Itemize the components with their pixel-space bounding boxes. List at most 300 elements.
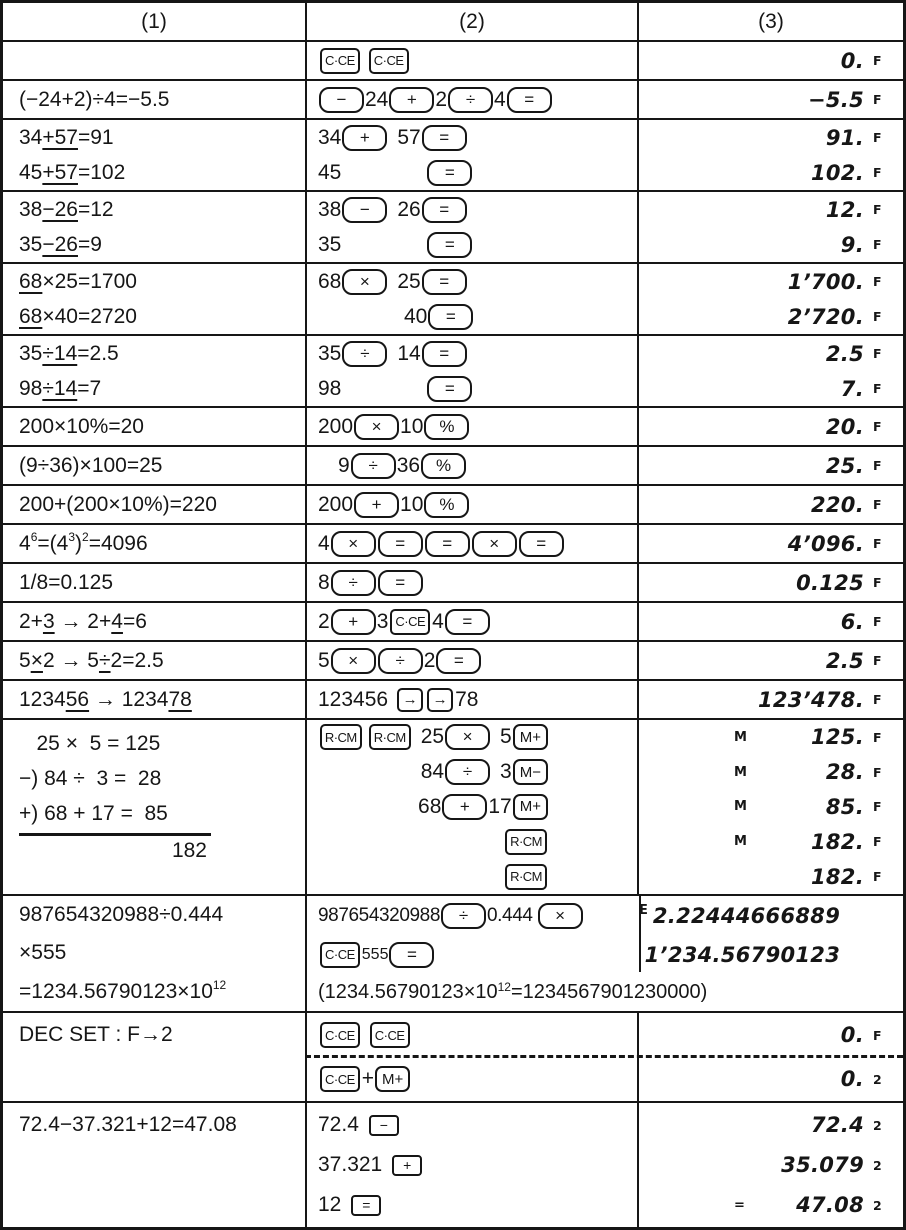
display-result	[639, 408, 903, 445]
key-m-plus-icon: M+	[513, 794, 548, 820]
example-expression: =1234.56790123×10 12	[19, 977, 227, 1003]
key-sequence	[307, 371, 637, 406]
memory-total-value: 182	[171, 839, 207, 862]
key-sequence	[307, 120, 637, 155]
example-expression	[19, 1013, 305, 1057]
example-expression	[19, 42, 305, 79]
table-row	[307, 903, 906, 929]
display-result	[639, 755, 903, 790]
key-equals-icon: =	[422, 341, 467, 367]
display-number: 9.	[840, 232, 864, 257]
float-mode-indicator: F	[873, 834, 882, 850]
float-mode-indicator: F	[873, 536, 882, 551]
float-mode-indicator: F	[873, 799, 882, 815]
key-divide-icon: ÷	[378, 648, 423, 674]
example-cell	[3, 81, 305, 118]
underlined-text: ×	[30, 648, 43, 672]
text-segment: 200+(200×10%)=220	[19, 492, 217, 516]
key-plus-icon: +	[392, 1155, 422, 1176]
float-mode-indicator: F	[873, 237, 882, 252]
example-cell	[3, 408, 305, 445]
display-cell	[637, 681, 903, 718]
underlined-text: 4	[111, 609, 123, 633]
key-divide-icon: ÷	[331, 570, 376, 596]
example-cell	[3, 525, 305, 562]
key-sequence	[307, 81, 637, 118]
key-m-plus-icon: M+	[375, 1066, 410, 1092]
display-number: 72.4	[810, 1113, 864, 1137]
operation-cell	[305, 564, 637, 601]
display-number: 182.	[810, 829, 864, 854]
text-segment: (1234.56790123×10	[318, 981, 498, 1004]
display-result	[639, 1105, 903, 1145]
example-expression	[19, 447, 305, 484]
percent-addon-example	[3, 484, 903, 523]
key-divide-icon: ÷	[351, 453, 396, 479]
display-number: 47.08	[796, 1193, 864, 1217]
example-cell	[3, 192, 305, 262]
key-sequence	[307, 790, 637, 825]
example-cell	[3, 564, 305, 601]
display-result	[639, 371, 903, 406]
entry-correction-example	[3, 601, 903, 640]
text-segment: ×25=1700	[42, 269, 137, 293]
operation-cell	[305, 603, 637, 640]
key-equals-icon: =	[436, 648, 481, 674]
key-sequence-text: 37.321	[318, 1153, 383, 1176]
key-sequence	[307, 859, 637, 894]
example-expression	[19, 227, 305, 262]
display-result	[639, 681, 903, 718]
display-number: 220.	[810, 492, 864, 517]
key-sequence-text: 57	[397, 125, 421, 149]
underlined-text: 68	[19, 269, 43, 293]
example-cell	[3, 603, 305, 640]
display-cell	[637, 603, 903, 640]
float-mode-indicator: F	[873, 309, 882, 324]
example-cell	[3, 486, 305, 523]
display-result	[639, 1057, 903, 1101]
example-expression	[19, 642, 305, 679]
display-result	[639, 642, 903, 679]
key-percent-icon: %	[424, 414, 469, 440]
text-segment: =1234.56790123×10	[19, 979, 213, 1003]
display-number: 7.	[840, 376, 864, 401]
example-expression	[19, 299, 305, 334]
key-equals-icon: =	[427, 232, 472, 258]
operation-cell	[305, 408, 637, 445]
operation-cell	[305, 720, 637, 894]
text-segment: 38	[19, 197, 43, 221]
key-sequence-text: 38	[318, 197, 342, 221]
float-mode-indicator: F	[873, 381, 882, 396]
key-sequence-text: 35	[318, 232, 342, 256]
text-segment: =7	[77, 376, 102, 400]
key-sequence-text: 98	[318, 376, 342, 400]
key-sequence-text: 78	[455, 687, 479, 711]
float-mode-indicator: F	[873, 165, 882, 180]
key-sequence-text: 9	[338, 453, 350, 477]
key-sequence	[307, 903, 639, 929]
key-equals-icon: =	[378, 570, 423, 596]
text-segment: (−24+2)÷4=−5.5	[19, 87, 170, 111]
display-result-area	[639, 903, 906, 929]
underlined-text: 68	[19, 304, 43, 328]
key-sequence	[307, 720, 637, 755]
key-sequence-text: +	[361, 1067, 375, 1090]
decimal-setting-example	[3, 1011, 903, 1101]
key-equals-icon: =	[351, 1195, 381, 1216]
fixed-decimal-example	[3, 1101, 903, 1227]
key-equals-icon: =	[427, 160, 472, 186]
key-sequence-text: 35	[318, 341, 342, 365]
key-r-cm-icon: R·CM	[505, 864, 547, 890]
example-expression	[19, 934, 305, 972]
key-multiply-icon: ×	[354, 414, 399, 440]
display-result	[639, 603, 903, 640]
key-sequence-text: 200	[318, 492, 354, 516]
key-sequence-text: 68	[318, 269, 342, 293]
example-expression	[19, 486, 305, 523]
display-number: 91.	[825, 125, 864, 150]
text-segment: =102	[77, 160, 126, 184]
example-cell	[3, 336, 305, 406]
display-cell	[637, 525, 903, 562]
key-sequence-text: 5	[500, 725, 512, 749]
underlined-text: ÷	[98, 648, 111, 672]
example-expression	[19, 192, 305, 227]
key-equals-icon: =	[422, 269, 467, 295]
key-equals-icon: =	[422, 125, 467, 151]
text-segment: → 2+	[54, 609, 112, 633]
display-result	[639, 336, 903, 371]
float-mode-indicator: F	[873, 497, 882, 512]
operation-cell	[305, 336, 637, 406]
display-number: 2.22444666889	[652, 903, 841, 928]
decimal-mode-indicator: 2	[873, 1197, 882, 1213]
key-sequence	[307, 486, 637, 523]
decimal-mode-indicator: 2	[873, 1071, 882, 1087]
key-multiply-icon: ×	[472, 531, 517, 557]
overflow-example	[3, 894, 903, 1011]
superscript-text: 12	[497, 980, 511, 995]
float-mode-indicator: F	[873, 202, 882, 217]
key-c-ce-icon: C·CE	[320, 1022, 360, 1048]
text-segment: 987654320988÷0.444	[19, 903, 224, 927]
key-sequence	[307, 1105, 637, 1145]
key-sequence	[307, 525, 637, 562]
example-expression	[19, 681, 305, 718]
key-sequence-text: 123456	[318, 687, 389, 711]
key-m-plus-icon: M+	[513, 724, 548, 750]
key-sequence-text: 36	[396, 453, 421, 477]
memory-indicator: M	[734, 834, 747, 850]
underlined-text: +57	[42, 160, 78, 184]
display-number: 1’234.56790123	[644, 942, 841, 967]
display-result	[639, 227, 903, 262]
display-cell	[637, 1103, 903, 1227]
memory-sum-line-text: 25 × 5 = 125	[19, 731, 161, 755]
key-r-cm-icon: R·CM	[320, 724, 362, 750]
addition-constant-example	[3, 118, 903, 190]
example-expression	[19, 371, 305, 406]
key-sequence-text: 555	[361, 945, 389, 963]
memory-sum-line-text: +) 68 + 17 = 85	[19, 801, 168, 825]
key-sequence-text: 0.444	[487, 904, 533, 926]
operation-cell	[305, 42, 637, 79]
text-segment: 35	[19, 232, 43, 256]
key-multiply-icon: ×	[342, 269, 387, 295]
float-mode-indicator: F	[873, 575, 882, 590]
operation-cell	[305, 642, 637, 679]
key-sequence-text: 8	[318, 570, 330, 594]
display-result	[639, 525, 903, 562]
text-segment: ×40=2720	[42, 304, 137, 328]
display-cell	[637, 720, 903, 894]
key-sequence	[307, 227, 637, 262]
display-number: 0.125	[796, 570, 864, 595]
text-segment: 34	[19, 125, 43, 149]
key-sequence	[307, 155, 637, 190]
example-expression	[19, 81, 305, 118]
display-result	[639, 720, 903, 755]
example-expression: 4 6 =(4 3 ) 2 =4096	[19, 529, 148, 555]
key-sequence-text: 4	[494, 87, 506, 111]
display-number: 85.	[825, 794, 864, 819]
display-cell	[637, 81, 903, 118]
example-cell	[3, 681, 305, 718]
key-sequence-text: 40	[404, 304, 428, 328]
key-multiply-icon: ×	[331, 531, 376, 557]
display-cell	[637, 42, 903, 79]
key-plus-icon: +	[331, 609, 376, 635]
key-sequence	[307, 42, 637, 79]
float-mode-indicator: F	[873, 419, 882, 434]
key-sequence-text: 5	[318, 648, 330, 672]
text-segment: 98	[19, 376, 43, 400]
float-mode-indicator: F	[873, 274, 882, 289]
example-cell	[3, 264, 305, 334]
operation-cell	[305, 681, 637, 718]
key-sequence-text: 3	[376, 609, 389, 633]
display-number: 4’096.	[787, 531, 864, 556]
memory-indicator: M	[734, 729, 747, 745]
key-sequence-text: 24	[365, 87, 389, 111]
reciprocal-example	[3, 562, 903, 601]
key-sequence-text: 4	[318, 531, 330, 555]
text-segment: =(4	[37, 531, 69, 555]
key-divide-icon: ÷	[441, 903, 486, 929]
text-segment: 72.4−37.321+12=47.08	[19, 1113, 237, 1136]
key-c-ce-icon: C·CE	[320, 942, 360, 968]
float-mode-indicator: F	[873, 92, 882, 107]
display-number: 125.	[810, 725, 864, 750]
float-mode-indicator: F	[873, 729, 882, 745]
float-mode-indicator: F	[873, 346, 882, 361]
underlined-text: ÷14	[42, 341, 78, 365]
text-segment: =91	[77, 125, 114, 149]
key-sequence-text: 12	[318, 1193, 342, 1216]
display-number: 123’478.	[757, 687, 864, 712]
text-segment: 2=2.5	[110, 648, 164, 672]
example-expression	[19, 896, 305, 934]
operation-cell	[305, 264, 637, 334]
display-number: 1’700.	[787, 269, 864, 294]
underlined-text: 78	[168, 687, 192, 711]
key-equals-icon: =	[427, 376, 472, 402]
display-result	[639, 486, 903, 523]
operation-display-area	[305, 896, 906, 1011]
display-result	[639, 299, 903, 334]
underlined-text: −26	[42, 232, 78, 256]
example-expression	[19, 564, 305, 601]
display-number: 25.	[825, 453, 864, 478]
text-segment: =1234567901230000)	[510, 981, 708, 1004]
conversion-note	[307, 981, 906, 1004]
key-sequence	[307, 564, 637, 601]
key-divide-icon: ÷	[445, 759, 490, 785]
key-m-minus-icon: M−	[513, 759, 548, 785]
display-result	[639, 1145, 903, 1185]
key-sequence	[307, 408, 637, 445]
example-cell	[3, 1013, 305, 1101]
text-segment: 45	[19, 160, 43, 184]
percent-multiply-example	[3, 406, 903, 445]
example-cell	[3, 447, 305, 484]
text-segment: =2.5	[77, 341, 119, 365]
key-sequence-text: 25	[397, 269, 421, 293]
clear-example	[3, 40, 903, 79]
float-mode-indicator: F	[873, 458, 882, 473]
key-c-ce-icon: C·CE	[390, 609, 430, 635]
decimal-mode-indicator: 2	[873, 1157, 882, 1173]
display-result	[645, 943, 869, 967]
key-minus-icon: −	[369, 1115, 399, 1136]
key-equals-icon: =	[425, 531, 470, 557]
conversion-note-text	[318, 981, 707, 1004]
display-number: 2.5	[825, 341, 864, 366]
key-divide-icon: ÷	[342, 341, 387, 367]
key-multiply-icon: ×	[331, 648, 376, 674]
example-expression	[19, 155, 305, 190]
percent-ratio-example	[3, 445, 903, 484]
display-cell	[637, 192, 903, 262]
display-result	[639, 1185, 903, 1225]
key-sequence-text: 10	[400, 492, 424, 516]
display-number: 0.	[840, 48, 864, 73]
key-equals-icon: =	[445, 609, 490, 635]
text-segment: → 1234	[89, 687, 169, 711]
display-cell	[637, 408, 903, 445]
memory-indicator: M	[734, 764, 747, 780]
memory-indicator: M	[734, 799, 747, 815]
float-mode-indicator: F	[873, 869, 882, 885]
example-cell	[3, 642, 305, 679]
display-result	[639, 824, 903, 859]
text-segment: 2+	[19, 609, 43, 633]
key-plus-icon: +	[354, 492, 399, 518]
display-result	[639, 1013, 903, 1057]
display-number: 2.5	[825, 648, 864, 673]
key-sequence	[307, 264, 637, 299]
key-sequence-text: 45	[318, 160, 342, 184]
key-sequence	[307, 1145, 637, 1185]
example-expression	[19, 120, 305, 155]
display-result	[639, 81, 903, 118]
key-right-arrow-icon: →	[427, 688, 453, 712]
column-header-label: (1)	[141, 9, 167, 33]
key-sequence-text: 25	[420, 725, 445, 749]
column-header-row	[3, 3, 903, 40]
key-sequence	[307, 192, 637, 227]
example-expression	[19, 603, 305, 640]
key-r-cm-icon: R·CM	[505, 829, 547, 855]
dashed-separator	[305, 1055, 903, 1058]
example-expression	[19, 336, 305, 371]
text-segment: )	[75, 531, 82, 555]
memory-total	[19, 836, 305, 866]
key-sequence	[307, 755, 637, 790]
key-sequence	[307, 336, 637, 371]
key-sequence-text: 68	[418, 794, 442, 818]
operator-correction-example	[3, 640, 903, 679]
key-sequence	[307, 1013, 637, 1057]
key-sequence	[307, 447, 637, 484]
text-segment: =4096	[88, 531, 148, 555]
key-sequence	[307, 1057, 637, 1101]
key-sequence-text: 14	[397, 341, 421, 365]
key-multiply-icon: ×	[538, 903, 583, 929]
display-result	[639, 790, 903, 825]
key-sequence-text: 987654320988	[318, 904, 441, 926]
memory-calculation-example	[3, 718, 903, 894]
display-result	[639, 264, 903, 299]
key-plus-icon: +	[342, 125, 387, 151]
display-number: 28.	[825, 760, 864, 785]
float-mode-indicator: F	[873, 614, 882, 629]
key-plus-icon: +	[442, 794, 487, 820]
display-number: 35.079	[781, 1153, 864, 1177]
key-sequence	[307, 824, 637, 859]
text-segment: =6	[122, 609, 147, 633]
display-cell	[637, 264, 903, 334]
key-sequence	[307, 681, 637, 718]
display-number: 20.	[825, 414, 864, 439]
example-cell	[3, 120, 305, 190]
display-result	[639, 120, 903, 155]
operation-cell	[305, 486, 637, 523]
column-header	[305, 3, 637, 40]
display-result	[639, 859, 903, 894]
example-cell	[3, 1103, 305, 1227]
key-sequence-text: 2	[423, 648, 436, 672]
division-constant-example	[3, 334, 903, 406]
display-number: 12.	[825, 197, 864, 222]
text-segment: 4	[19, 531, 31, 555]
float-mode-indicator: F	[873, 130, 882, 145]
float-mode-indicator: F	[873, 53, 882, 68]
key-equals-icon: =	[507, 87, 552, 113]
display-number: 0.	[840, 1023, 864, 1047]
display-result	[639, 904, 868, 928]
operation-cell	[305, 525, 637, 562]
display-number: 0.	[840, 1067, 864, 1091]
key-sequence	[307, 299, 637, 334]
display-result	[639, 564, 903, 601]
underlined-text: +57	[42, 125, 78, 149]
key-minus-icon: −	[319, 87, 364, 113]
example-expression	[19, 264, 305, 299]
